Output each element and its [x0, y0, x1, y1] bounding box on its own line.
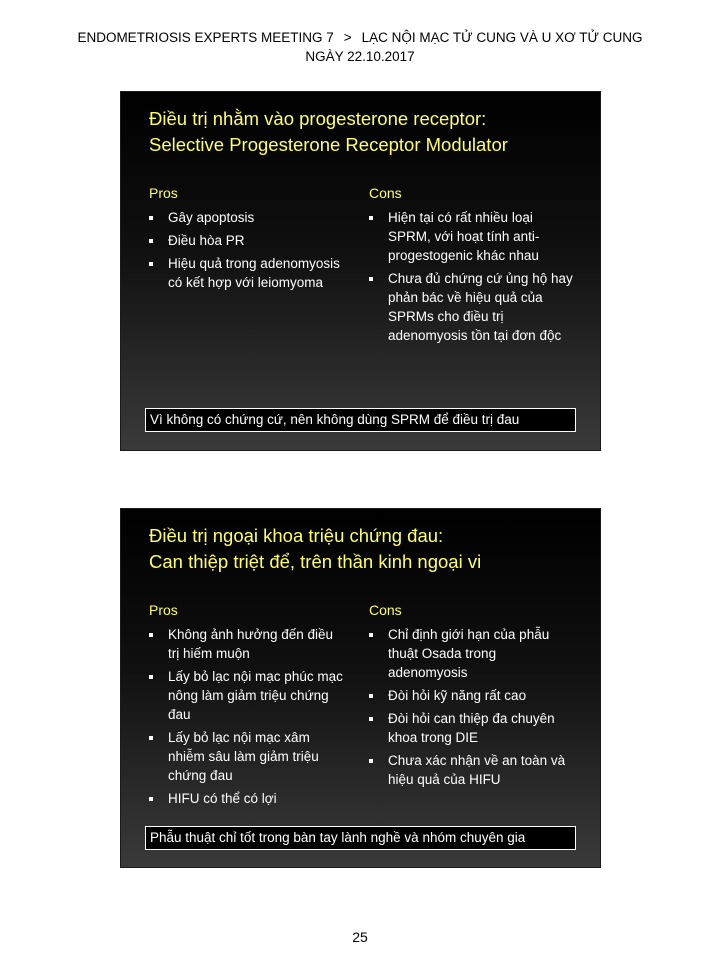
pros-heading: Pros — [149, 602, 178, 618]
page-header — [0, 28, 720, 66]
pros-item: Điều hòa PR — [149, 231, 344, 250]
cons-item: Hiện tại có rất nhiều loại SPRM, với hoạt tính anti-progestogenic khác nhau — [369, 208, 574, 265]
cons-heading: Cons — [369, 185, 402, 201]
conclusion-box: Phẫu thuật chỉ tốt trong bàn tay lành nghề và nhóm chuyên gia — [145, 826, 576, 850]
slide-title-line-1: Điều trị nhằm vào progesterone receptor: — [149, 108, 487, 129]
pros-list — [149, 625, 344, 808]
cons-list — [369, 625, 574, 789]
header-line-1 — [0, 28, 720, 47]
cons-list — [369, 208, 574, 345]
pros-heading: Pros — [149, 185, 178, 201]
pros-list — [149, 208, 344, 292]
cons-item: Chưa đủ chứng cứ ủng hộ hay phản bác về hiệu quả của SPRMs cho điều trị adenomyosis tồn tại đơn độc — [369, 269, 574, 345]
header-separator: > — [343, 30, 352, 45]
pros-item: Không ảnh hưởng đến điều trị hiếm muộn — [149, 625, 344, 663]
slide-title-line-2: Can thiệp triệt để, trên thần kinh ngoại vi — [149, 551, 482, 572]
header-meeting-title: ENDOMETRIOSIS EXPERTS MEETING 7 — [77, 30, 334, 45]
header-topic: LẠC NỘI MẠC TỬ CUNG VÀ U XƠ TỬ CUNG — [361, 30, 643, 45]
slide-sprm — [120, 91, 601, 451]
cons-heading: Cons — [369, 602, 402, 618]
conclusion-box: Vì không có chứng cứ, nên không dùng SPRM để điều trị đau — [145, 408, 576, 432]
cons-column — [369, 184, 574, 349]
cons-item: Đòi hỏi kỹ năng rất cao — [369, 686, 574, 705]
slide-title-line-2: Selective Progesterone Receptor Modulator — [149, 134, 508, 155]
header-date: NGÀY 22.10.2017 — [305, 49, 415, 64]
pros-item: Lấy bỏ lạc nội mạc phúc mạc nông làm giảm triệu chứng đau — [149, 667, 344, 724]
pros-column — [149, 184, 344, 296]
cons-item: Chưa xác nhận về an toàn và hiệu quả của HIFU — [369, 751, 574, 789]
page-number: 25 — [352, 929, 368, 945]
pros-item: Hiệu quả trong adenomyosis có kết hợp với leiomyoma — [149, 254, 344, 292]
slide-surgical-treatment — [120, 508, 601, 868]
pros-column — [149, 601, 344, 812]
cons-item: Đòi hỏi can thiệp đa chuyên khoa trong DIE — [369, 709, 574, 747]
slide-title — [149, 523, 589, 575]
pros-item: Lấy bỏ lạc nội mạc xâm nhiễm sâu làm giảm triệu chứng đau — [149, 728, 344, 785]
pros-item: Gây apoptosis — [149, 208, 344, 227]
slide-title — [149, 106, 589, 158]
slide-title-line-1: Điều trị ngoại khoa triệu chứng đau: — [149, 525, 444, 546]
cons-item: Chỉ định giới hạn của phẫu thuật Osada trong adenomyosis — [369, 625, 574, 682]
cons-column — [369, 601, 574, 793]
pros-item: HIFU có thể có lợi — [149, 789, 344, 808]
